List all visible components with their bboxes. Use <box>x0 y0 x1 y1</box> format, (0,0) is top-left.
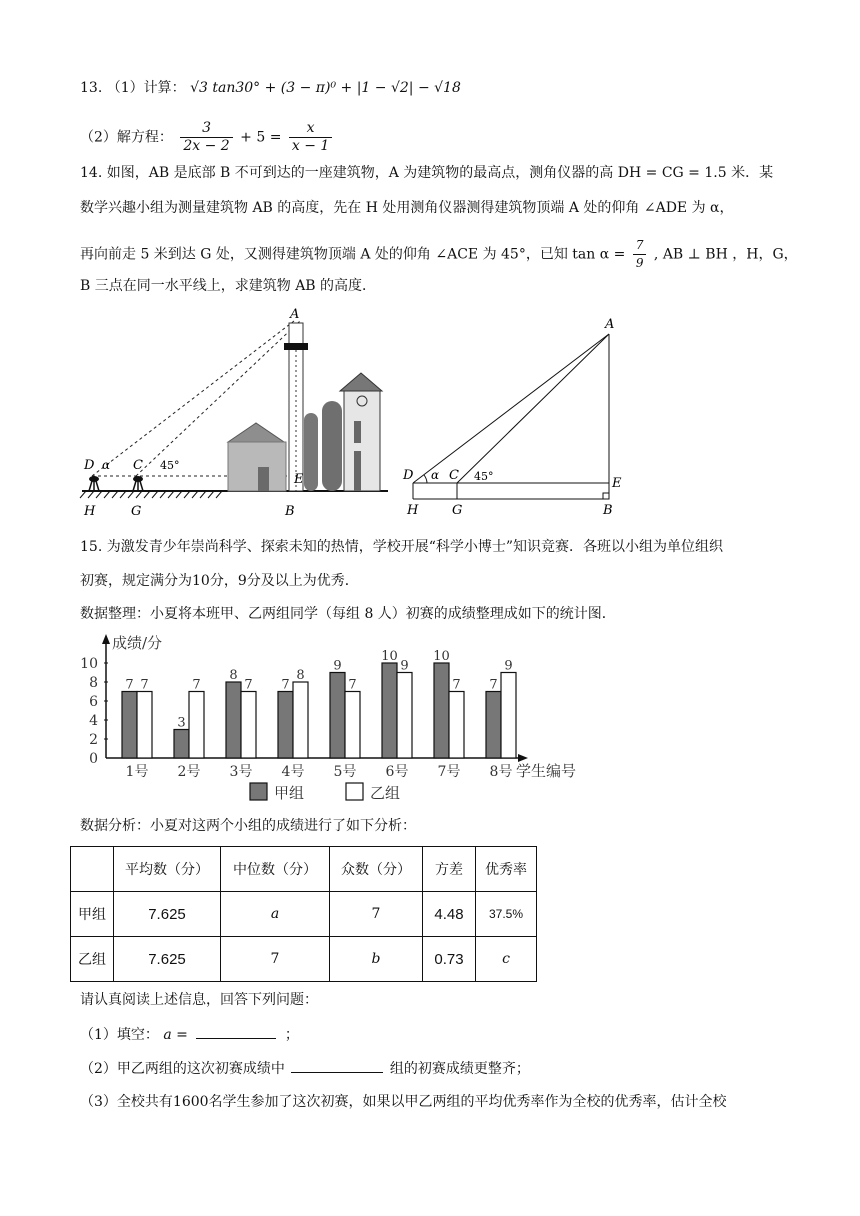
tower-window-2 <box>354 451 361 491</box>
y-tick-label: 6 <box>89 694 98 710</box>
table-cell: 乙组 <box>71 937 114 982</box>
y-axis-arrow <box>102 634 110 644</box>
bar-jia <box>278 692 293 759</box>
q13-part2-middle: + 5 = <box>240 129 282 146</box>
legend-label: 甲组 <box>274 784 305 802</box>
table-cell: 4.48 <box>423 892 476 937</box>
bar-jia <box>434 663 449 758</box>
label-h: H <box>407 503 419 518</box>
data-label: 7 <box>348 677 357 693</box>
table-cell: 7.625 <box>114 937 221 982</box>
bar-jia <box>174 730 189 759</box>
ground-hatching <box>80 491 222 498</box>
bar-yi <box>345 692 360 759</box>
y-tick-label: 8 <box>89 675 98 691</box>
x-tick-label: 2号 <box>177 764 201 780</box>
data-label: 9 <box>400 658 409 674</box>
data-label: 8 <box>229 668 238 683</box>
data-label: 10 <box>433 649 450 664</box>
q14-figure-right <box>395 312 635 520</box>
q13-part1-expression: √3 tan30° + (3 − π)⁰ + |1 − √2| − √18 <box>190 80 461 96</box>
table-row <box>71 937 537 982</box>
angle-alpha-arc <box>424 475 427 483</box>
score-bar-chart <box>80 630 600 810</box>
right-angle-mark <box>603 493 609 499</box>
q15-line3: 数据整理：小夏将本班甲、乙两组同学（每组 8 人）初赛的成绩整理成如下的统计图． <box>80 606 616 622</box>
q13-part2 <box>80 120 335 155</box>
house-body <box>228 442 286 491</box>
label-alpha: α <box>431 468 440 482</box>
table-cell: b <box>330 937 423 982</box>
x-tick-label: 5号 <box>333 764 357 780</box>
tower-window-1 <box>354 421 361 443</box>
bar-jia <box>226 682 241 758</box>
q14-line2: 数学兴趣小组为测量建筑物 AB 的高度，先在 H 处用测角仪器测得建筑物顶端 A 处的仰角 ∠ADE 为 α， <box>80 200 734 216</box>
q15-analysis-intro: 数据分析：小夏对这两个小组的成绩进行了如下分析： <box>80 818 416 834</box>
data-label: 7 <box>125 677 134 693</box>
data-label: 9 <box>504 658 513 674</box>
answer-blank-a[interactable] <box>196 1024 276 1039</box>
label-e: E <box>294 472 304 487</box>
y-tick-label: 2 <box>89 732 98 748</box>
table-row <box>71 892 537 937</box>
bar-yi <box>293 682 308 758</box>
bar-yi <box>189 692 204 759</box>
table-cell: a <box>221 892 330 937</box>
analysis-table <box>70 846 537 982</box>
label-c: C <box>133 458 143 473</box>
table-header-cell: 平均数（分） <box>114 847 221 892</box>
bar-jia <box>122 692 137 759</box>
table-header-cell: 优秀率 <box>476 847 537 892</box>
line-da <box>413 334 609 483</box>
y-axis-label: 成绩/分 <box>112 634 163 652</box>
table-header-row <box>71 847 537 892</box>
data-label: 8 <box>296 668 305 683</box>
q14-line4: B 三点在同一水平线上，求建筑物 AB 的高度． <box>80 278 377 294</box>
bar-jia <box>330 673 345 759</box>
data-label: 7 <box>489 677 498 693</box>
q14-line1: 14. 如图，AB 是底部 B 不可到达的一座建筑物，A 为建筑物的最高点，测角仪器的高 DH = CG = 1.5 米．某 <box>80 165 774 181</box>
data-label: 7 <box>244 677 253 693</box>
table-cell: 7.625 <box>114 892 221 937</box>
q13-fraction-1: $\frac{3}{2x - 2}$ <box>180 120 232 155</box>
bar-yi <box>397 673 412 759</box>
q15-line2: 初赛，规定满分为10分，9分及以上为优秀． <box>80 573 359 589</box>
q14-tan-fraction: $\frac{7}{9}$ <box>633 237 647 272</box>
label-c: C <box>449 468 459 483</box>
table-cell: 7 <box>221 937 330 982</box>
bar-yi <box>137 692 152 759</box>
data-label: 7 <box>281 677 290 693</box>
table-cell: 0.73 <box>423 937 476 982</box>
label-d: D <box>403 468 414 483</box>
label-g: G <box>131 504 142 519</box>
q15-read-prompt: 请认真阅读上述信息，回答下列问题： <box>80 992 318 1008</box>
label-b: B <box>603 503 613 518</box>
label-d: D <box>84 458 95 473</box>
x-tick-label: 7号 <box>437 764 461 780</box>
x-tick-label: 8号 <box>489 764 513 780</box>
bar-yi <box>449 692 464 759</box>
table-cell: c <box>476 937 537 982</box>
x-tick-label: 1号 <box>125 764 149 780</box>
label-b: B <box>285 504 295 519</box>
data-label: 7 <box>192 677 201 693</box>
line-ca <box>457 334 609 483</box>
legend-swatch <box>250 783 267 800</box>
label-a: A <box>290 307 300 322</box>
legend-label: 乙组 <box>370 784 401 802</box>
table-header-cell: 众数（分） <box>330 847 423 892</box>
q14-figure-left <box>78 305 408 520</box>
q13-fraction-2: $\frac{x}{x - 1}$ <box>289 120 332 155</box>
data-label: 3 <box>177 715 186 731</box>
data-label: 9 <box>333 658 342 674</box>
instrument-d-icon <box>89 476 99 491</box>
table-cell: 37.5% <box>476 892 537 937</box>
instrument-c-icon <box>133 476 143 491</box>
table-cell: 7 <box>330 892 423 937</box>
bar-jia <box>486 692 501 759</box>
answer-blank-group[interactable] <box>291 1058 383 1073</box>
q15-item3: （3）全校共有1600名学生参加了这次初赛，如果以甲乙两组的平均优秀率作为全校的优秀率，估计全校 <box>80 1094 727 1110</box>
q13-part1-prefix: 13. （1）计算： <box>80 80 186 96</box>
q13-part1 <box>80 78 461 98</box>
table-header-cell: 方差 <box>423 847 476 892</box>
q14-line3: 再向前走 5 米到达 G 处，又测得建筑物顶端 A 处的仰角 ∠ACE 为 45°，已知 tan α = $\frac{7}{9}$ , AB ⊥ BH ，H，G， <box>80 238 798 270</box>
house-roof <box>228 423 284 442</box>
y-tick-label: 4 <box>89 713 98 729</box>
legend-swatch <box>346 783 363 800</box>
label-alpha: α <box>102 458 111 472</box>
building-ab-band <box>284 343 308 350</box>
tower-roof <box>340 373 382 391</box>
data-label: 7 <box>140 677 149 693</box>
label-45deg: 45° <box>474 470 494 483</box>
q13-part2-prefix: （2）解方程： <box>80 129 173 146</box>
x-tick-label: 4号 <box>281 764 305 780</box>
silo-1 <box>304 413 318 491</box>
x-axis-label: 学生编号 <box>516 762 577 780</box>
y-tick-label: 0 <box>89 751 98 767</box>
bar-yi <box>241 692 256 759</box>
bar-jia <box>382 663 397 758</box>
data-label: 7 <box>452 677 461 693</box>
bar-yi <box>501 673 516 759</box>
label-a: A <box>605 317 615 332</box>
table-header-cell: 中位数（分） <box>221 847 330 892</box>
table-header-cell <box>71 847 114 892</box>
x-tick-label: 6号 <box>385 764 409 780</box>
label-g: G <box>452 503 463 518</box>
y-tick-label: 10 <box>80 656 98 672</box>
label-45deg: 45° <box>160 459 180 472</box>
q15-line1: 15. 为激发青少年崇尚科学、探索未知的热情，学校开展“科学小博士”知识竞赛．各班以小组为单位组织 <box>80 539 724 555</box>
house-door <box>258 467 269 491</box>
q15-item1: （1）填空： a = ； <box>80 1024 299 1045</box>
x-tick-label: 3号 <box>229 764 253 780</box>
x-axis-arrow <box>518 754 528 762</box>
table-cell: 甲组 <box>71 892 114 937</box>
data-label: 10 <box>381 649 398 664</box>
silo-2 <box>322 401 342 491</box>
label-e: E <box>612 476 622 491</box>
label-h: H <box>84 504 96 519</box>
q15-item2: （2）甲乙两组的这次初赛成绩中 组的初赛成绩更整齐； <box>80 1058 530 1079</box>
